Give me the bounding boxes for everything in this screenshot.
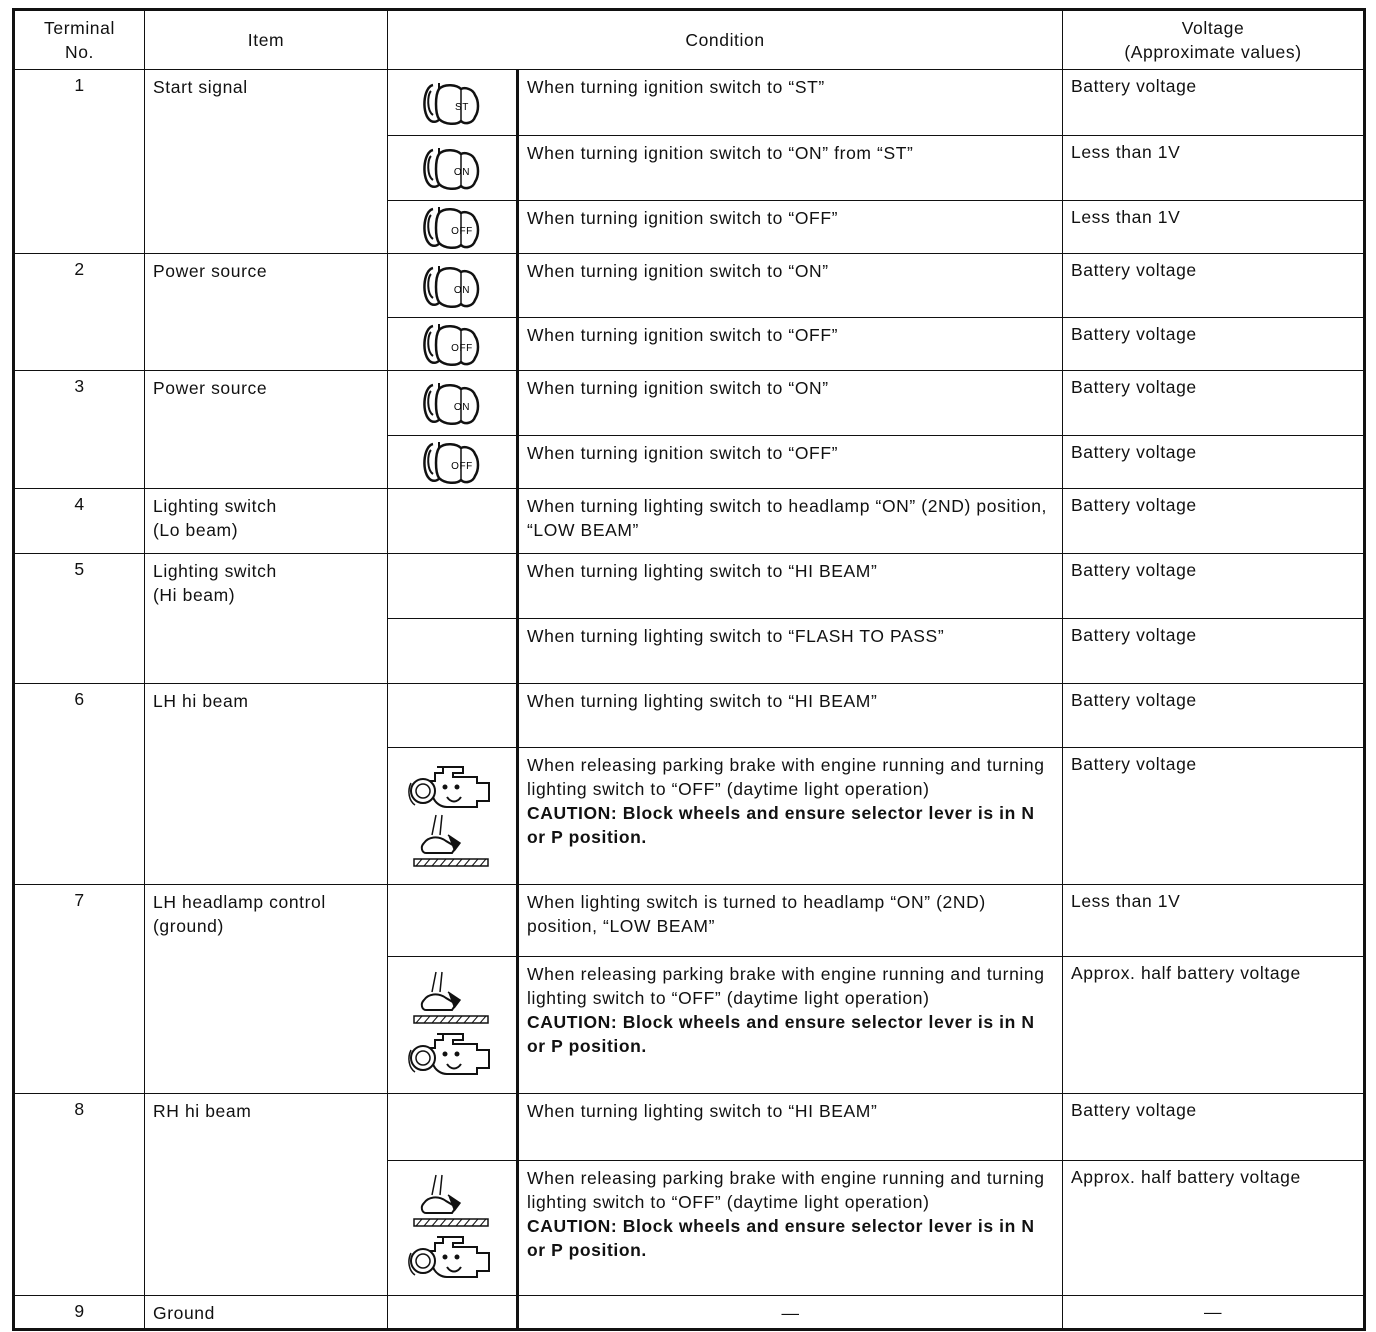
ignition-key-icon [417, 377, 487, 429]
condition-text [518, 136, 1063, 201]
condition-icon-cell [388, 136, 518, 201]
condition-text [518, 436, 1063, 489]
ignition-position-label: ON [453, 402, 471, 413]
terminal-number: 8 [14, 1094, 145, 1296]
terminal-item [145, 684, 388, 885]
terminal-number: 5 [14, 554, 145, 684]
caution-note: CAUTION: Block wheels and ensure selector lever is in N or P position. [527, 1012, 1035, 1056]
header-voltage [1063, 10, 1365, 70]
voltage-value: Less than 1V [1063, 885, 1365, 957]
condition-text [518, 201, 1063, 254]
condition-icon-cell [388, 619, 518, 684]
voltage-value: Battery voltage [1063, 1094, 1365, 1161]
ignition-key-icon [417, 260, 487, 312]
item-line: Power source [153, 378, 268, 398]
header-voltage-line1: Voltage [1181, 18, 1245, 38]
condition-icon-cell [388, 254, 518, 318]
voltage-value: Battery voltage [1063, 554, 1365, 619]
ignition-position-label: OFF [451, 343, 473, 354]
condition-icon-cell [388, 489, 518, 554]
condition-icon-cell [388, 371, 518, 436]
condition-text [518, 318, 1063, 371]
voltage-value: Battery voltage [1063, 684, 1365, 748]
ignition-position-label: OFF [451, 226, 473, 237]
engine-running-icon [407, 1231, 497, 1283]
condition-text [518, 684, 1063, 748]
condition-description: — [781, 1303, 800, 1323]
condition-description: When releasing parking brake with engine running and turning lighting switch to “OFF” (daytime light operation) [527, 755, 1045, 799]
voltage-value: Battery voltage [1063, 619, 1365, 684]
condition-text [518, 489, 1063, 554]
item-line: Lighting switch [153, 561, 277, 581]
ignition-position-label: ON [453, 167, 471, 178]
table-body [14, 70, 1365, 1330]
table-row [14, 70, 1365, 136]
terminal-item [145, 1296, 388, 1330]
terminal-item [145, 554, 388, 684]
table-row [14, 489, 1365, 554]
voltage-value: Less than 1V [1063, 201, 1365, 254]
condition-icon-cell [388, 957, 518, 1094]
voltage-value: Approx. half battery voltage [1063, 1161, 1365, 1296]
condition-icon-cell [388, 1094, 518, 1161]
condition-description: When releasing parking brake with engine running and turning lighting switch to “OFF” (daytime light operation) [527, 964, 1045, 1008]
condition-description: When turning ignition switch to “OFF” [527, 325, 839, 345]
parking-brake-icon [412, 813, 492, 871]
condition-description: When turning lighting switch to “HI BEAM” [527, 691, 878, 711]
condition-description: When turning ignition switch to “OFF” [527, 208, 839, 228]
ignition-position-label: ST [455, 101, 469, 113]
terminal-number: 1 [14, 70, 145, 254]
voltage-value: Battery voltage [1063, 436, 1365, 489]
item-line: (Lo beam) [153, 520, 239, 540]
table-row [14, 371, 1365, 436]
ignition-position-label: ON [453, 284, 471, 296]
condition-text [518, 885, 1063, 957]
condition-description: When turning ignition switch to “ON” [527, 261, 829, 281]
voltage-value: Battery voltage [1063, 489, 1365, 554]
header-item: Item [145, 10, 388, 70]
table-row [14, 1296, 1365, 1330]
terminal-number: 9 [14, 1296, 145, 1330]
condition-description: When lighting switch is turned to headlamp “ON” (2ND) position, “LOW BEAM” [527, 892, 986, 936]
condition-text [518, 371, 1063, 436]
header-terminal [14, 10, 145, 70]
table-row [14, 1094, 1365, 1161]
caution-note: CAUTION: Block wheels and ensure selector lever is in N or P position. [527, 803, 1035, 847]
condition-description: When turning lighting switch to “FLASH TO PASS” [527, 626, 945, 646]
voltage-value: Battery voltage [1063, 254, 1365, 318]
voltage-value: Battery voltage [1063, 318, 1365, 371]
condition-text [518, 1094, 1063, 1161]
condition-description: When turning ignition switch to “ON” from “ST” [527, 143, 914, 163]
condition-icon-cell [388, 554, 518, 619]
condition-icon-cell [388, 318, 518, 371]
header-terminal-line2: No. [64, 42, 95, 62]
item-line: Power source [153, 261, 268, 281]
item-line: Ground [153, 1303, 215, 1323]
table-row [14, 684, 1365, 748]
ignition-key-icon [417, 77, 487, 129]
condition-description: When turning ignition switch to “OFF” [527, 443, 839, 463]
item-line: (Hi beam) [153, 585, 236, 605]
voltage-value: Less than 1V [1063, 136, 1365, 201]
ignition-key-icon [417, 142, 487, 194]
condition-icon-cell [388, 1296, 518, 1330]
engine-running-icon [407, 1028, 497, 1080]
item-line: LH headlamp control [153, 892, 326, 912]
condition-text [518, 1296, 1063, 1330]
table-row [14, 554, 1365, 619]
voltage-value: Battery voltage [1063, 70, 1365, 136]
ignition-position-label: OFF [451, 461, 473, 472]
engine-running-icon [407, 761, 497, 813]
voltage-value: — [1063, 1296, 1365, 1330]
table-row [14, 885, 1365, 957]
voltage-value: Approx. half battery voltage [1063, 957, 1365, 1094]
item-line: Lighting switch [153, 496, 277, 516]
terminal-item [145, 1094, 388, 1296]
condition-text [518, 957, 1063, 1094]
terminal-item [145, 254, 388, 371]
condition-icon-cell [388, 748, 518, 885]
condition-icon-cell [388, 1161, 518, 1296]
header-terminal-line1: Terminal [44, 18, 115, 38]
condition-text [518, 619, 1063, 684]
parking-brake-icon [412, 970, 492, 1028]
ignition-key-icon [417, 318, 487, 370]
condition-description: When turning lighting switch to “HI BEAM” [527, 561, 878, 581]
terminal-number: 7 [14, 885, 145, 1094]
condition-text [518, 70, 1063, 136]
terminal-item [145, 371, 388, 489]
condition-description: When releasing parking brake with engine running and turning lighting switch to “OFF” (daytime light operation) [527, 1168, 1045, 1212]
condition-text [518, 554, 1063, 619]
condition-icon-cell [388, 885, 518, 957]
condition-icon-cell [388, 70, 518, 136]
ignition-key-icon [417, 201, 487, 253]
terminal-item [145, 70, 388, 254]
item-line: LH hi beam [153, 691, 249, 711]
condition-text [518, 748, 1063, 885]
voltage-value: Battery voltage [1063, 748, 1365, 885]
item-line: RH hi beam [153, 1101, 252, 1121]
terminal-item [145, 885, 388, 1094]
parking-brake-icon [412, 1173, 492, 1231]
terminal-table [12, 8, 1366, 1331]
ignition-key-icon [417, 436, 487, 488]
terminal-number: 6 [14, 684, 145, 885]
terminal-number: 4 [14, 489, 145, 554]
condition-description: When turning ignition switch to “ON” [527, 378, 829, 398]
item-line: Start signal [153, 77, 248, 97]
terminal-reference-table [12, 8, 1366, 1331]
terminal-number: 2 [14, 254, 145, 371]
table-row [14, 254, 1365, 318]
condition-description: When turning lighting switch to “HI BEAM” [527, 1101, 878, 1121]
condition-description: When turning lighting switch to headlamp “ON” (2ND) position, “LOW BEAM” [527, 496, 1048, 540]
condition-icon-cell [388, 201, 518, 254]
table-header-row [14, 10, 1365, 70]
voltage-value: Battery voltage [1063, 371, 1365, 436]
condition-text [518, 1161, 1063, 1296]
condition-description: When turning ignition switch to “ST” [527, 77, 825, 97]
header-condition: Condition [388, 10, 1063, 70]
terminal-item [145, 489, 388, 554]
terminal-number: 3 [14, 371, 145, 489]
condition-text [518, 254, 1063, 318]
condition-icon-cell [388, 684, 518, 748]
item-line: (ground) [153, 916, 224, 936]
condition-icon-cell [388, 436, 518, 489]
header-voltage-line2: (Approximate values) [1124, 42, 1302, 62]
caution-note: CAUTION: Block wheels and ensure selector lever is in N or P position. [527, 1216, 1035, 1260]
